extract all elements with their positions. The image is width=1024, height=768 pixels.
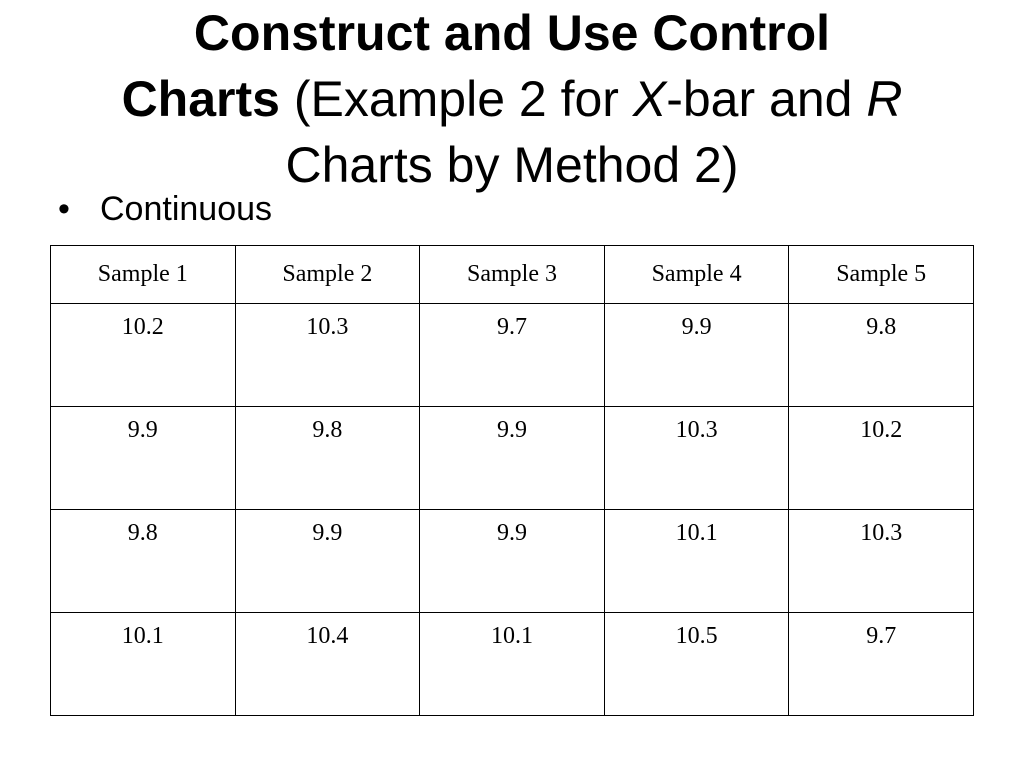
table-cell: 9.9 — [604, 304, 789, 407]
samples-table-container — [50, 245, 974, 715]
header-cell: Sample 1 — [51, 246, 236, 304]
table-row — [51, 407, 974, 510]
table-cell: 9.9 — [51, 407, 236, 510]
table-cell: 9.9 — [420, 510, 605, 613]
table-cell: 10.4 — [235, 613, 420, 716]
title-x-italic: X — [632, 71, 667, 127]
table-cell: 10.1 — [604, 510, 789, 613]
slide-title — [0, 0, 1024, 198]
title-bar-text: -bar and — [666, 71, 867, 127]
bullet-continuous — [58, 187, 272, 231]
title-example-text: (Example 2 for — [279, 71, 633, 127]
title-charts-bold: Charts — [121, 71, 280, 127]
bullet-dot-icon: • — [58, 190, 70, 228]
table-cell: 10.3 — [235, 304, 420, 407]
title-line-3: Charts by Method 2) — [285, 137, 739, 193]
table-cell: 10.3 — [604, 407, 789, 510]
table-row — [51, 304, 974, 407]
table-cell: 9.9 — [235, 510, 420, 613]
table-cell: 9.9 — [420, 407, 605, 510]
header-cell: Sample 2 — [235, 246, 420, 304]
header-cell: Sample 3 — [420, 246, 605, 304]
title-line-1: Construct and Use Control — [193, 5, 831, 61]
table-cell: 10.2 — [789, 407, 974, 510]
table-cell: 9.8 — [789, 304, 974, 407]
table-row — [51, 510, 974, 613]
samples-table — [50, 245, 974, 716]
table-header-row — [51, 246, 974, 304]
table-cell: 9.8 — [235, 407, 420, 510]
table-cell: 10.5 — [604, 613, 789, 716]
table-cell: 9.8 — [51, 510, 236, 613]
header-cell: Sample 4 — [604, 246, 789, 304]
header-cell: Sample 5 — [789, 246, 974, 304]
table-cell: 10.1 — [420, 613, 605, 716]
table-cell: 9.7 — [789, 613, 974, 716]
table-cell: 10.2 — [51, 304, 236, 407]
table-cell: 9.7 — [420, 304, 605, 407]
bullet-text: Continuous — [100, 190, 273, 228]
table-cell: 10.1 — [51, 613, 236, 716]
table-row — [51, 613, 974, 716]
table-cell: 10.3 — [789, 510, 974, 613]
title-r-italic: R — [866, 71, 903, 127]
title-line-2 — [0, 66, 1024, 132]
